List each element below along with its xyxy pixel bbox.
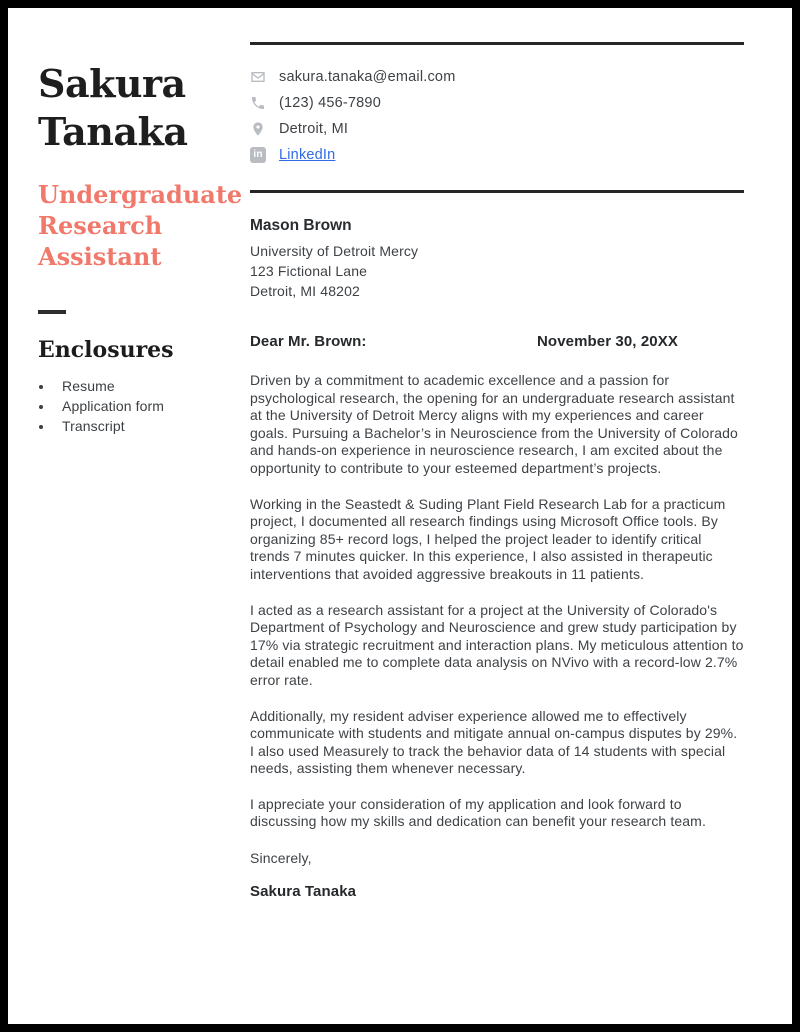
job-title-line1: Undergraduate	[38, 180, 243, 209]
paragraph-3: I acted as a research assistant for a project at the University of Colorado's Department of Psychology and Neuroscience and grew study participation by 17% via strategic recruitment and interaction plans. My meticulous attention to detail enabled me to complete data analysis on NVivo with a record-low 2.7% error rate.	[250, 601, 744, 688]
enclosures-heading: Enclosures	[38, 337, 174, 363]
job-title-line2: Research	[38, 211, 163, 240]
location-icon	[250, 121, 266, 137]
email-text: sakura.tanaka@email.com	[279, 69, 456, 85]
top-rule	[250, 42, 744, 45]
recipient-block	[250, 217, 744, 301]
applicant-name-line2: Tanaka	[38, 109, 188, 154]
salutation: Dear Mr. Brown:	[250, 333, 367, 350]
closing: Sincerely,	[250, 850, 312, 867]
applicant-name-line1: Sakura	[38, 61, 186, 106]
contact-row-linkedin	[250, 142, 744, 168]
location-text: Detroit, MI	[279, 121, 349, 137]
paragraph-2: Working in the Seastedt & Suding Plant Field Research Lab for a practicum project, I documented all research findings using Microsoft Office tools. By organizing 85+ record logs, I helped the project leader to identify critical trends 7 minutes quicker. In this experience, I also assisted in therapeutic interventions that avoided aggressive breakouts in 11 patients.	[250, 495, 726, 582]
linkedin-link[interactable]: LinkedIn	[279, 147, 336, 163]
contact-row-location	[250, 116, 744, 142]
divider-dash	[38, 310, 66, 314]
recipient-organization: University of Detroit Mercy	[250, 243, 419, 259]
sidebar	[8, 8, 250, 1024]
applicant-name	[38, 60, 240, 156]
recipient-street: 123 Fictional Lane	[250, 263, 368, 279]
list-item-application-form: • Application form	[54, 396, 240, 416]
job-title	[38, 179, 243, 272]
linkedin-icon: in	[250, 147, 266, 163]
paragraph-1: Driven by a commitment to academic excellence and a passion for psychological research, the opening for an undergraduate research assistant at the University of Detroit Mercy aligns with my experiences and career goals. Pursuing a Bachelor’s in Neuroscience from the University of Colorado and hands-on experience in neuroscience research, I am excited about the opportunity to contribute to your esteemed department’s projects.	[250, 372, 738, 476]
list-item-transcript: • Transcript	[54, 416, 240, 436]
list-item-resume: • Resume	[54, 376, 240, 396]
recipient-name: Mason Brown	[250, 217, 352, 234]
phone-text: (123) 456-7890	[279, 95, 381, 111]
salutation-row	[250, 333, 744, 350]
contact-row-phone	[250, 90, 744, 116]
job-title-line3: Assistant	[38, 242, 162, 271]
contact-list	[250, 64, 744, 168]
email-icon	[250, 69, 266, 85]
signature: Sakura Tanaka	[250, 883, 357, 901]
contact-divider-rule	[250, 190, 744, 193]
recipient-city: Detroit, MI 48202	[250, 283, 360, 299]
paragraph-5: I appreciate your consideration of my application and look forward to discussing how my skills and dedication can benefit your research team.	[250, 795, 706, 830]
enclosures-list	[38, 376, 240, 436]
paragraph-4: Additionally, my resident adviser experience allowed me to effectively communicate with students and mitigate annual on-campus disputes by 29%. I also used Measurely to track the behavior data of 14 students with special needs, assisting them whenever necessary.	[250, 707, 738, 777]
letter-main	[250, 8, 792, 1024]
contact-row-email	[250, 64, 744, 90]
letter-date: November 30, 20XX	[537, 333, 678, 350]
phone-icon	[250, 95, 266, 111]
